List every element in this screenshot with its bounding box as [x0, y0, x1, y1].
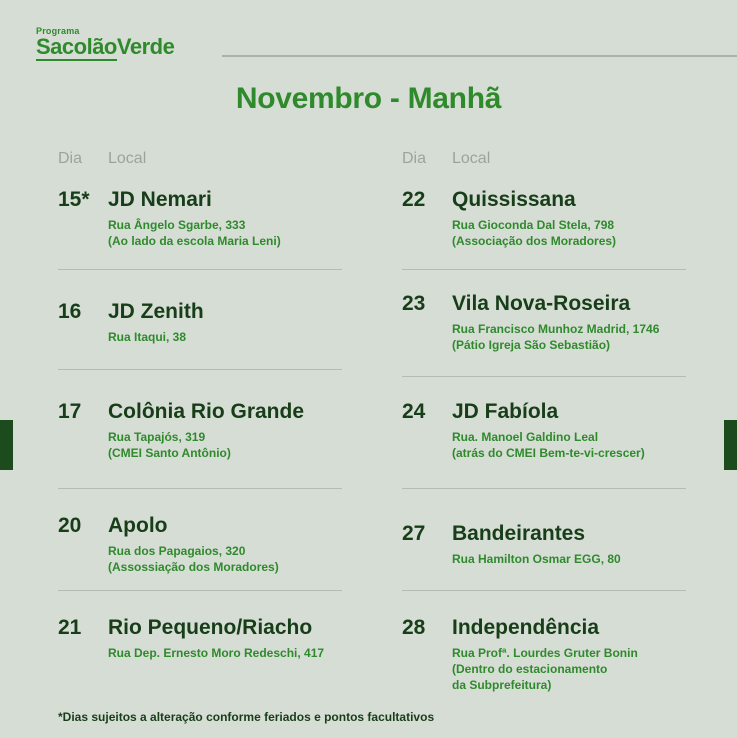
- address-line: Rua Hamilton Osmar EGG, 80: [452, 552, 621, 566]
- entry-address: [108, 329, 186, 345]
- address-line: da Subprefeitura): [452, 678, 552, 692]
- page-title: Novembro - Manhã: [235, 82, 502, 115]
- entry-address: [108, 543, 279, 575]
- header-location: Local: [452, 150, 491, 167]
- entry-address: [108, 217, 281, 249]
- brand-name-part1: Sacolão: [36, 34, 117, 59]
- schedule-column-right: [402, 150, 692, 692]
- address-line: (atrás do CMEI Bem-te-vi-crescer): [452, 446, 645, 460]
- entry-address: [452, 429, 645, 461]
- schedule-column-left: [58, 150, 348, 660]
- entry-day: 23: [402, 292, 426, 315]
- address-line: (Assossiação dos Moradores): [108, 560, 279, 574]
- entry-address: [452, 217, 616, 249]
- address-line: (Pátio Igreja São Sebastião): [452, 338, 611, 352]
- address-line: Rua Dep. Ernesto Moro Redeschi, 417: [108, 646, 325, 660]
- address-line: (Dentro do estacionamento: [452, 662, 608, 676]
- address-line: Rua. Manoel Galdino Leal: [452, 430, 599, 444]
- address-line: Rua Profª. Lourdes Gruter Bonin: [452, 646, 638, 660]
- entry-address: [452, 645, 638, 693]
- header-day: Dia: [58, 150, 83, 167]
- entry-day: 15*: [58, 188, 90, 211]
- entry-day: 21: [58, 616, 82, 639]
- entry-location: Colônia Rio Grande: [108, 400, 305, 423]
- brand-name-part2: Verde: [116, 34, 175, 59]
- address-line: Rua Ângelo Sgarbe, 333: [108, 218, 246, 232]
- divider: [58, 590, 342, 591]
- entry-location: Rio Pequeno/Riacho: [108, 616, 313, 639]
- divider: [58, 369, 342, 370]
- entry-day: 27: [402, 522, 426, 545]
- entry-day: 28: [402, 616, 426, 639]
- entry-day: 17: [58, 400, 82, 423]
- entry-location: Apolo: [108, 514, 168, 537]
- entry-day: 24: [402, 400, 426, 423]
- entry-day: 16: [58, 300, 82, 323]
- footnote: *Dias sujeitos a alteração conforme feriados e pontos facultativos: [58, 710, 435, 724]
- entry-location: JD Zenith: [108, 300, 204, 323]
- entry-location: JD Nemari: [108, 188, 212, 211]
- divider: [402, 376, 686, 377]
- address-line: (Ao lado da escola Maria Leni): [108, 234, 281, 248]
- entry-location: JD Fabíola: [452, 400, 559, 423]
- entry-location: Independência: [452, 616, 600, 639]
- address-line: (CMEI Santo Antônio): [108, 446, 231, 460]
- entry-location: Quississana: [452, 188, 576, 211]
- divider: [402, 590, 686, 591]
- header-location: Local: [108, 150, 147, 167]
- entry-address: [452, 551, 621, 567]
- left-edge-bar: [0, 420, 13, 470]
- right-edge-bar: [724, 420, 737, 470]
- column-header: [402, 150, 692, 172]
- header-divider: [222, 55, 737, 57]
- divider: [402, 488, 686, 489]
- divider: [58, 269, 342, 270]
- divider: [58, 488, 342, 489]
- divider: [402, 269, 686, 270]
- brand-logo: [36, 26, 174, 60]
- entry-location: Bandeirantes: [452, 522, 586, 545]
- entry-address: [452, 321, 659, 353]
- column-header: [58, 150, 348, 172]
- address-line: Rua dos Papagaios, 320: [108, 544, 246, 558]
- entry-day: 22: [402, 188, 426, 211]
- entry-location: Vila Nova-Roseira: [452, 292, 631, 315]
- entry-address: [108, 429, 231, 461]
- entry-address: [108, 645, 324, 661]
- entry-day: 20: [58, 514, 82, 537]
- brand-name: [36, 34, 174, 60]
- brand-small-text: Programa: [36, 26, 80, 36]
- address-line: (Associação dos Moradores): [452, 234, 617, 248]
- address-line: Rua Tapajós, 319: [108, 430, 206, 444]
- address-line: Rua Itaqui, 38: [108, 330, 187, 344]
- address-line: Rua Gioconda Dal Stela, 798: [452, 218, 615, 232]
- header-day: Dia: [402, 150, 427, 167]
- address-line: Rua Francisco Munhoz Madrid, 1746: [452, 322, 660, 336]
